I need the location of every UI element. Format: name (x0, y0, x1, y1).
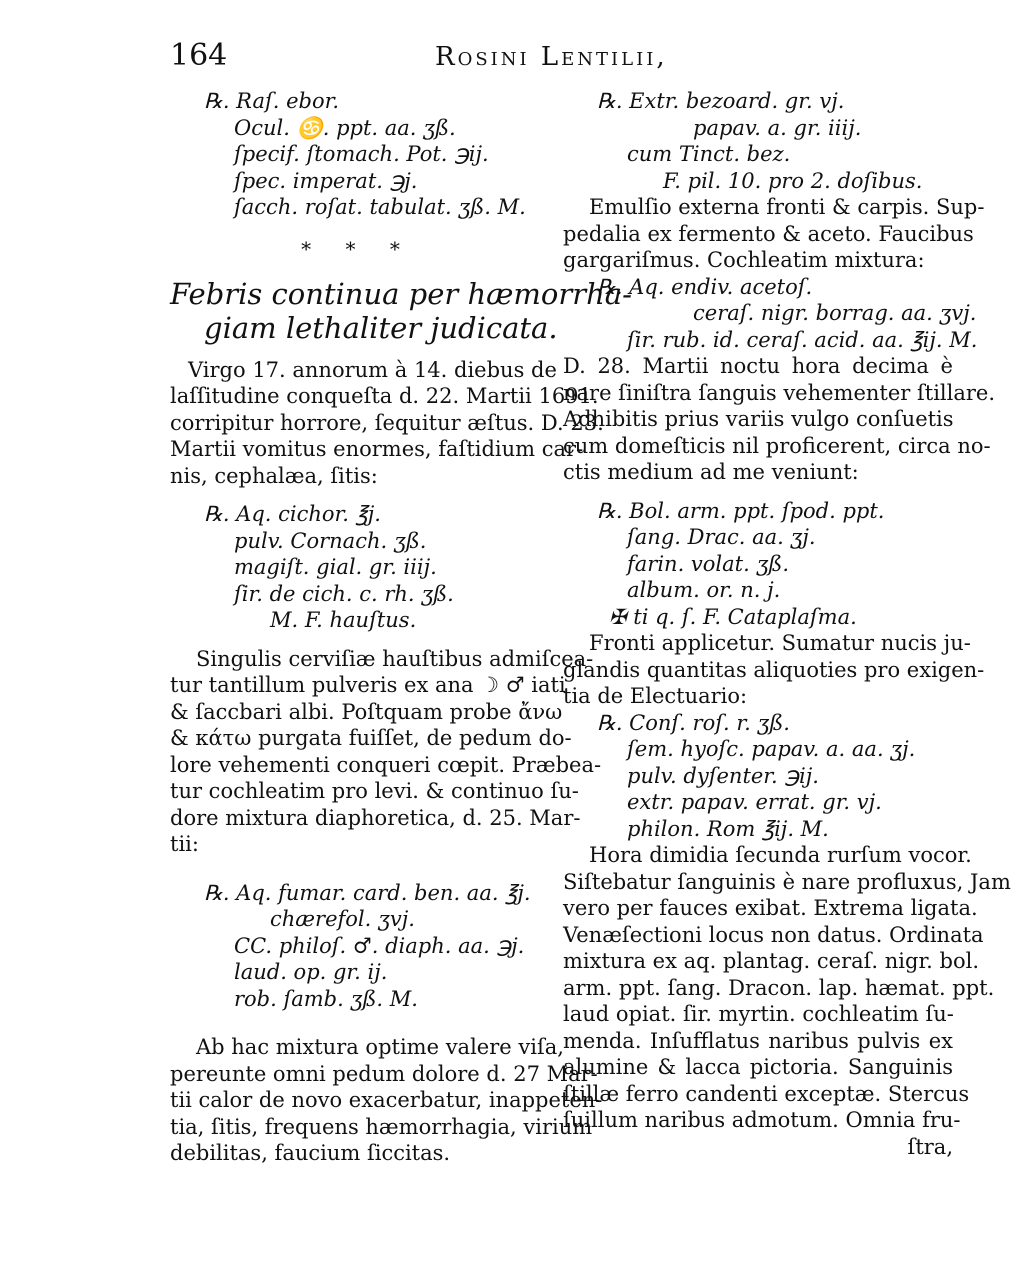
text-line: dore mixtura diaphoretica, d. 25. Mar- (170, 805, 581, 830)
running-head: Rosini Lentilii, (435, 42, 668, 72)
prescription-block (563, 274, 978, 354)
paragraph (170, 1034, 603, 1167)
prescription-line: CC. philoſ. ♂. diaph. aa. ℈j. (234, 933, 525, 958)
prescription-block (170, 880, 545, 1013)
text-line: Adhibitis prius variis vulgo conſuetis (563, 407, 954, 431)
paragraph (563, 630, 985, 710)
text-line: nare ſiniſtra ſanguis vehementer ſtillare. (563, 380, 996, 405)
text-line: Singulis cerviſiæ hauſtibus admiſcea- (196, 646, 594, 671)
text-line: ſtillæ ferro candenti exceptæ. Stercus (563, 1081, 970, 1106)
prescription-line: farin. volat. ʒß. (627, 551, 790, 576)
text-line: Emulſio externa fronti & carpis. Sup- (589, 195, 985, 219)
prescription-line: cum Tinct. bez. (627, 142, 791, 166)
text-line: & ſaccbari albi. Poſtquam probe ἄνω (170, 699, 563, 724)
text-line: Martii vomitus enormes, faſtidium car- (170, 437, 584, 461)
paragraph (563, 842, 1011, 1160)
section-heading (170, 276, 632, 345)
text-line: vero per fauces exibat. Extrema ligata. (563, 896, 978, 920)
paragraph (170, 357, 604, 490)
prescription-line: ſir. rub. id. ceraſ. acid. aa. ℥ij. M. (627, 327, 978, 352)
text-line: ſuillum naribus admotum. Omnia fru- (563, 1108, 961, 1132)
prescription-line: ſir. de cich. c. rh. ʒß. (234, 581, 454, 606)
prescription-line: laud. op. gr. ij. (234, 960, 388, 984)
section-separator: * * * (301, 236, 414, 261)
right-column (563, 88, 1011, 1160)
prescription-line: ceraſ. nigr. borrag. aa. ʒvj. (693, 301, 977, 325)
text-line: tii: (170, 832, 199, 856)
prescription-line: ſpecif. ſtomach. Pot. ℈ij. (234, 142, 489, 166)
prescription-line: F. pil. 10. pro 2. doſibus. (663, 168, 923, 193)
text-line: lore vehementi conqueri cœpit. Præbea- (170, 752, 602, 777)
page-header (170, 38, 960, 88)
text-line: tia, ſitis, frequens hæmorrhagia, virium (170, 1114, 593, 1139)
prescription-block (563, 710, 953, 843)
text-line: Ab hac mixtura optime valere viſa, (196, 1035, 564, 1059)
text-line: Venæſectioni locus non datus. Ordinata (563, 922, 984, 947)
text-line: tia de Electuario: (563, 684, 748, 708)
text-line: glandis quantitas aliquoties pro exigen- (563, 657, 985, 682)
spacer (170, 1012, 545, 1034)
prescription-line: ſacch. roſat. tabulat. ʒß. M. (234, 195, 526, 219)
paragraph (563, 194, 985, 274)
text-line: corripitur horrore, ſequitur æſtus. D. 23. (170, 410, 604, 435)
text-line: Hora dimidia ſecunda rurſum vocor. (589, 843, 972, 867)
text-line: tur tantillum pulveris ex ana ☽ ♂ iati (170, 673, 566, 697)
prescription-line: chærefol. ʒvj. (270, 907, 415, 931)
text-line: alumine & lacca pictoria. Sanguinis (563, 1055, 953, 1079)
prescription-line: philon. Rom ℥ij. M. (627, 816, 829, 841)
spacer (170, 489, 545, 501)
text-line: debilitas, faucium ſiccitas. (170, 1141, 451, 1165)
prescription-line: ſem. hyoſc. papav. a. aa. ʒj. (627, 737, 916, 761)
spacer (563, 486, 953, 498)
prescription-line: pulv. dyſenter. ℈ij. (627, 763, 819, 788)
prescription-line: ℞. Extr. bezoard. gr. vj. (597, 89, 845, 113)
text-line: tii calor de novo exacerbatur, inappeten- (170, 1088, 603, 1112)
prescription-line: papav. a. gr. iiij. (693, 115, 862, 140)
text-line: cum domeſticis nil proficerent, circa no- (563, 433, 991, 458)
text-line: laud opiat. ſir. myrtin. cochleatim ſu- (563, 1002, 954, 1026)
prescription-line: pulv. Cornach. ʒß. (234, 528, 427, 553)
prescription-block (170, 88, 545, 221)
text-line: Siſtebatur ſanguinis è nare profluxus, Jam (563, 869, 1011, 894)
text-line: mixtura ex aq. plantag. ceraſ. nigr. bol. (563, 949, 980, 973)
spacer (170, 858, 545, 880)
prescription-line: Ocul. ♋. ppt. aa. ʒß. (234, 115, 456, 140)
text-line: laſſitudine conqueſta d. 22. Martii 1691. (170, 384, 599, 408)
text-line: ctis medium ad me veniunt: (563, 460, 859, 484)
prescription-line: rob. ſamb. ʒß. M. (234, 986, 418, 1011)
prescription-line: ℞. Raſ. ebor. (204, 89, 340, 113)
spacer (170, 345, 545, 357)
text-line: pereunte omni pedum dolore d. 27 Mar- (170, 1061, 598, 1086)
text-line: D. 28. Martii noctu hora decima è (563, 354, 953, 378)
prescription-line: ℞. Bol. arm. ppt. ſpod. ppt. (597, 498, 885, 523)
text-line: tur cochleatim pro levi. & continuo ſu- (170, 779, 579, 803)
paragraph (563, 353, 996, 486)
text-line: gargariſmus. Cochleatim mixtura: (563, 248, 925, 272)
prescription-line: ℞. Conſ. roſ. r. ʒß. (597, 710, 790, 735)
text-line: nis, cephalæa, ſitis: (170, 463, 378, 488)
prescription-line: ✠ ti q. ſ. F. Cataplaſma. (609, 604, 857, 629)
heading-line: Febris continua per hæmorrha- (170, 276, 632, 311)
text-line: Fronti applicetur. Sumatur nucis ju- (589, 631, 971, 655)
text-line: ſtra, (907, 1134, 953, 1159)
paragraph (170, 646, 602, 858)
text-line: arm. ppt. ſang. Dracon. lap. hæmat. ppt. (563, 975, 995, 1000)
text-line: pedalia ex fermento & aceto. Faucibus (563, 221, 974, 246)
text-line: & κάτω purgata fuiſſet, de pedum do- (170, 726, 572, 750)
left-column (170, 88, 632, 1167)
text-line: Virgo 17. annorum à 14. diebus de (188, 357, 557, 382)
spacer (170, 634, 545, 646)
prescription-line: ℞. Aq. cichor. ℥j. (204, 502, 381, 526)
prescription-line: ℞. Aq. endiv. acetoſ. (597, 274, 813, 299)
text-line: menda. Inſufflatus naribus pulvis ex (563, 1028, 953, 1053)
prescription-line: ſpec. imperat. ℈j. (234, 168, 418, 193)
prescription-line: magiſt. gial. gr. iiij. (234, 555, 437, 579)
page-number: 164 (170, 38, 228, 73)
prescription-line: ℞. Aq. fumar. card. ben. aa. ℥j. (204, 880, 531, 905)
prescription-line: M. F. hauſtus. (270, 608, 417, 632)
prescription-line: album. or. n. j. (627, 578, 781, 602)
prescription-block (563, 88, 953, 194)
prescription-block (563, 498, 953, 631)
prescription-block (170, 501, 545, 634)
prescription-line: ſang. Drac. aa. ʒj. (627, 525, 816, 549)
prescription-line: extr. papav. errat. gr. vj. (627, 790, 882, 814)
heading-line: giam lethaliter judicata. (204, 310, 558, 345)
